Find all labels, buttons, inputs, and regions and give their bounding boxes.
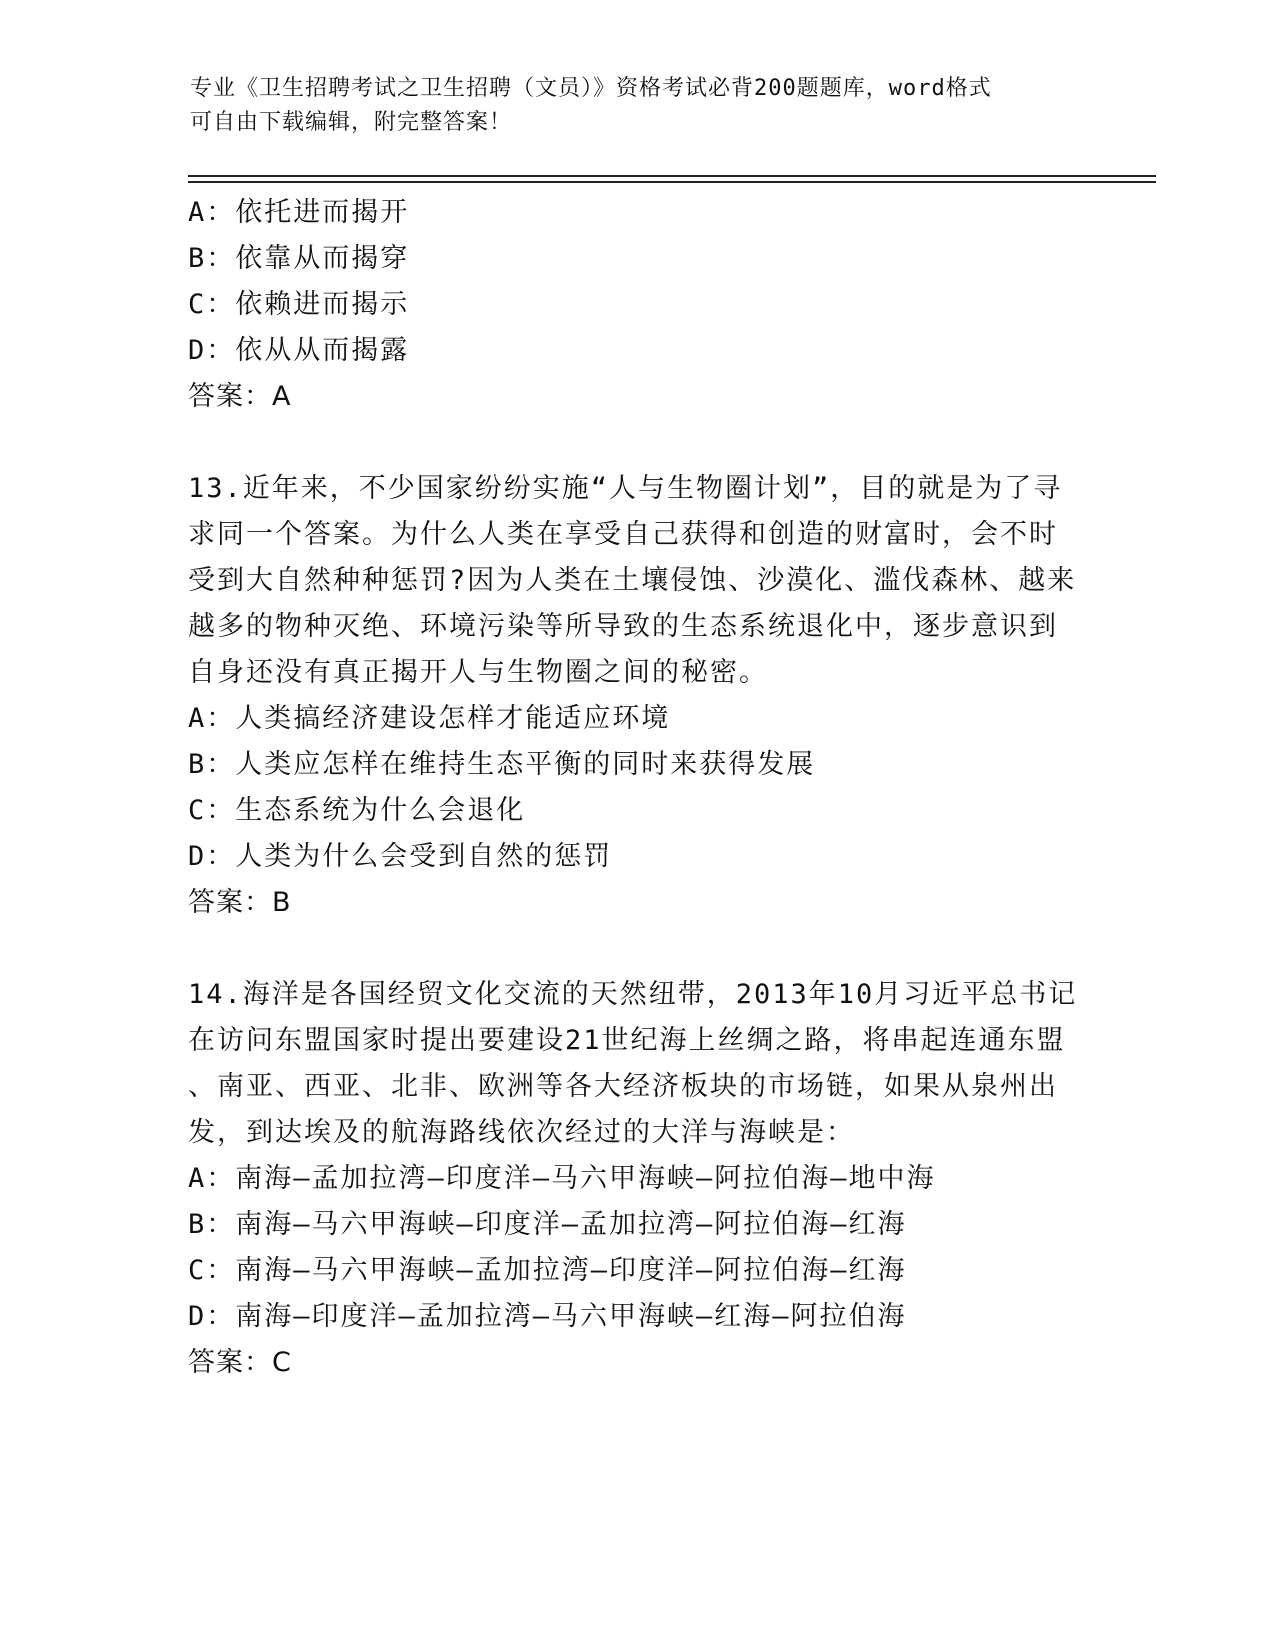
answer-label: 答案：B	[188, 887, 292, 918]
option-a: A：依托进而揭开	[188, 197, 410, 228]
option-d: D：南海—印度洋—孟加拉湾—马六甲海峡—红海—阿拉伯海	[188, 1301, 907, 1332]
option-b: B：依靠从而揭穿	[188, 243, 410, 274]
spacer	[188, 926, 1088, 972]
answer-label: 答案：C	[188, 1347, 292, 1378]
question-stem-line: 在访问东盟国家时提出要建设21世纪海上丝绸之路，将串起连通东盟	[188, 1025, 1066, 1056]
question-stem-line: 越多的物种灭绝、环境污染等所导致的生态系统退化中，逐步意识到	[188, 611, 1058, 642]
spacer	[188, 420, 1088, 466]
answer-label: 答案：A	[188, 381, 292, 412]
document-body	[188, 190, 1088, 1386]
option-a: A：人类搞经济建设怎样才能适应环境	[188, 703, 671, 734]
question-block-previous	[188, 190, 1088, 420]
question-stem-line: 发，到达埃及的航海路线依次经过的大洋与海峡是：	[188, 1117, 855, 1148]
document-header	[190, 72, 1070, 140]
option-b: B：南海—马六甲海峡—印度洋—孟加拉湾—阿拉伯海—红海	[188, 1209, 907, 1240]
option-a: A：南海—孟加拉湾—印度洋—马六甲海峡—阿拉伯海—地中海	[188, 1163, 936, 1194]
option-c: C：生态系统为什么会退化	[188, 795, 526, 826]
header-divider	[188, 175, 1156, 177]
question-block-13	[188, 466, 1088, 926]
option-d: D：依从从而揭露	[188, 335, 410, 366]
header-divider	[188, 181, 1156, 183]
question-stem-line: 自身还没有真正揭开人与生物圈之间的秘密。	[188, 657, 768, 688]
question-stem-line: 、南亚、西亚、北非、欧洲等各大经济板块的市场链，如果从泉州出	[188, 1071, 1058, 1102]
option-d: D：人类为什么会受到自然的惩罚	[188, 841, 613, 872]
question-stem-line: 14.海洋是各国经贸文化交流的天然纽带，2013年10月习近平总书记	[188, 979, 1078, 1010]
header-line: 可自由下载编辑，附完整答案！	[190, 110, 513, 135]
question-block-14	[188, 972, 1088, 1386]
option-b: B：人类应怎样在维持生态平衡的同时来获得发展	[188, 749, 816, 780]
header-line: 专业《卫生招聘考试之卫生招聘（文员）》资格考试必背200题题库，word格式	[190, 76, 992, 101]
option-c: C：南海—马六甲海峡—孟加拉湾—印度洋—阿拉伯海—红海	[188, 1255, 907, 1286]
question-stem-line: 求同一个答案。为什么人类在享受自己获得和创造的财富时，会不时	[188, 519, 1058, 550]
question-stem-line: 13.近年来，不少国家纷纷实施“人与生物圈计划”，目的就是为了寻	[188, 473, 1063, 504]
option-c: C：依赖进而揭示	[188, 289, 410, 320]
question-stem-line: 受到大自然种种惩罚?因为人类在土壤侵蚀、沙漠化、滥伐森林、越来	[188, 565, 1077, 596]
